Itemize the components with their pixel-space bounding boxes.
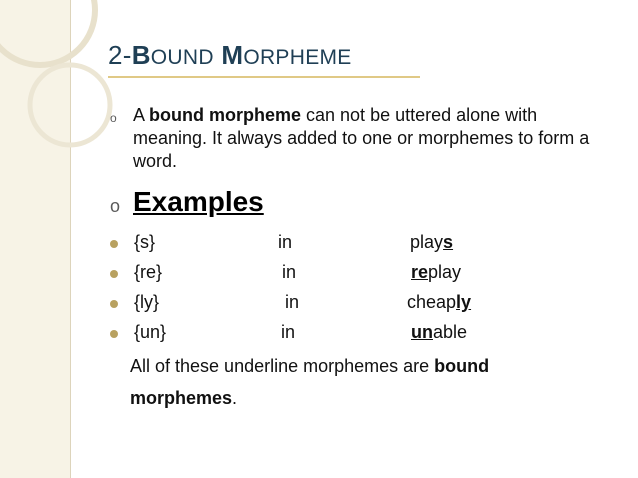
example-affix: {ly}: [134, 292, 160, 312]
example-preposition: in: [285, 292, 300, 312]
example-affix: {un}: [134, 322, 167, 342]
example-word: replay: [411, 262, 462, 282]
example-preposition: in: [282, 262, 297, 282]
example-affix: {re}: [134, 262, 163, 282]
example-word: plays: [410, 232, 454, 252]
filled-bullet-icon: [110, 270, 118, 278]
definition-paragraph: A bound morpheme can not be uttered alone with meaning. It always added to one or morphemes to form a word.: [133, 105, 590, 171]
filled-bullet-icon: [110, 300, 118, 308]
hollow-bullet-icon: o: [110, 111, 117, 125]
example-row: [0, 292, 638, 316]
example-row: [0, 322, 638, 346]
example-row: [0, 232, 638, 256]
example-word: unable: [411, 322, 468, 342]
example-row: [0, 262, 638, 286]
hollow-bullet-icon: o: [110, 196, 121, 216]
filled-bullet-icon: [110, 330, 118, 338]
title-underline: [108, 76, 420, 78]
example-word: cheaply: [407, 292, 472, 312]
filled-bullet-icon: [110, 240, 118, 248]
summary-note: All of these underline morphemes are bound morphemes.: [130, 356, 490, 408]
examples-heading: Examples: [133, 186, 264, 217]
example-affix: {s}: [134, 232, 156, 252]
decorative-circles: [0, 0, 120, 160]
example-preposition: in: [278, 232, 293, 252]
slide-title: 2-BOUND MORPHEME: [108, 40, 352, 70]
example-preposition: in: [281, 322, 296, 342]
